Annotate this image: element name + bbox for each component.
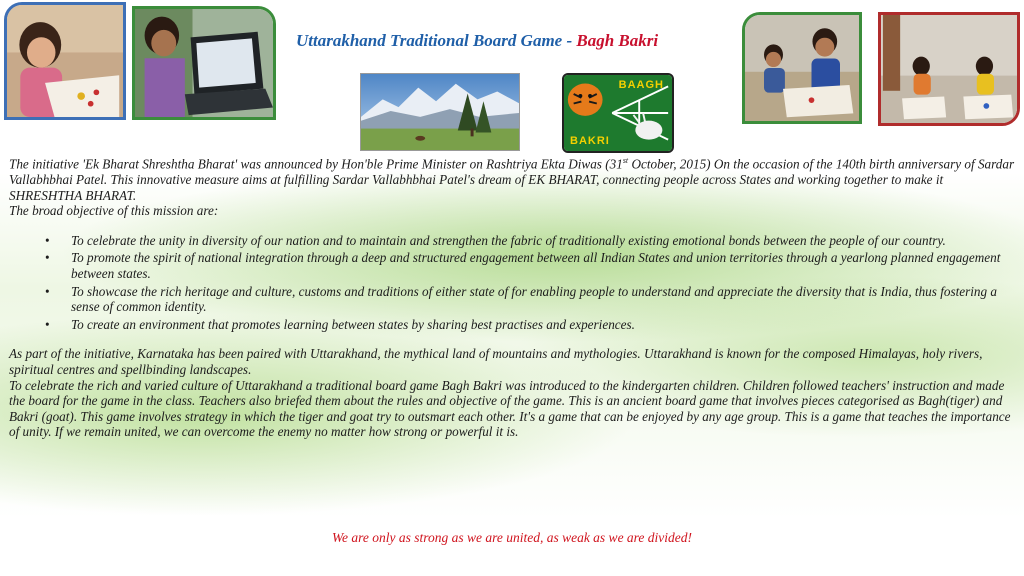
children-photo-3 [742, 12, 862, 124]
objective-item-1: • To celebrate the unity in diversity of our nation and to maintain and strengthen the fabric of traditionally existing emotional bonds between the people of our country. [71, 233, 1015, 249]
title-game-name: Bagh Bakri [576, 31, 659, 50]
objective-item-3: • To showcase the rich heritage and culture, customs and traditions of either state of for enabling people to understand and appreciate the diversity that is India, thus fostering a sense of common identity. [71, 284, 1015, 315]
objectives-list [9, 233, 1015, 333]
children-photo-4 [878, 12, 1020, 126]
pairing-paragraph: As part of the initiative, Karnataka has been paired with Uttarakhand, the mythical land of mountains and mythologies. Uttarakhand is known for the composed Himalayas, holy rivers, spiritual centres and spellbinding landscapes. [9, 346, 983, 377]
title-prefix: Uttarakhand Traditional Board Game - [296, 31, 577, 50]
intro-superscript: st [622, 156, 629, 165]
objective-item-4: • To create an environment that promotes learning between states by sharing best practises and experiences. [71, 317, 1015, 333]
objective-item-2: • To promote the spirit of national integration through a deep and structured engagement between all Indian States and union territories through a yearlong planned engagement between states. [71, 250, 1015, 281]
child-photo-1 [4, 2, 126, 120]
objective-lead: The broad objective of this mission are: [9, 203, 219, 219]
logo-text-bakri: BAKRI [570, 135, 610, 147]
game-paragraph: To celebrate the rich and varied culture of Uttarakhand a traditional board game Bagh Bakri was introduced to the kindergarten children. Children followed teachers' instruction and made the board for the game in the class. Teachers also briefed them about the rules and objective of the game. This is an ancient board game that involves pieces categorised as Bagh(tiger) and Bakri (goat). This game involves strategy in which the tiger and goat try to outsmart each other. It's a game that can be enjoyed by any age group. This is a game that teaches the importance of unity. If we remain united, we can overcome the enemy no matter how strong or powerful it is. [9, 377, 1011, 440]
intro-paragraph [9, 153, 1015, 203]
himalaya-landscape-image [360, 73, 520, 151]
child-photo-2 [132, 6, 276, 120]
logo-text-baagh: BAAGH [618, 79, 664, 91]
baagh-bakri-logo [562, 73, 674, 153]
intro-text-start: The initiative 'Ek Bharat Shreshtha Bharat' was announced by Hon'ble Prime Minister on Rashtriya Ekta Diwas (31 [9, 156, 623, 172]
intro-text-end: October, 2015) On the occasion of the 140th birth anniversary of Sardar Vallabhbhai Patel. This innovative measure aims at fulfilling Sardar Vallabhbhai Patel's dream of EK BHARAT, connecting people across States and working together to make it SHRESHTHA BHARAT. [9, 156, 1015, 203]
page-title [296, 31, 726, 51]
closing-quote: We are only as strong as we are united, as weak as we are divided! [331, 529, 693, 545]
main-text-content [9, 153, 1015, 440]
